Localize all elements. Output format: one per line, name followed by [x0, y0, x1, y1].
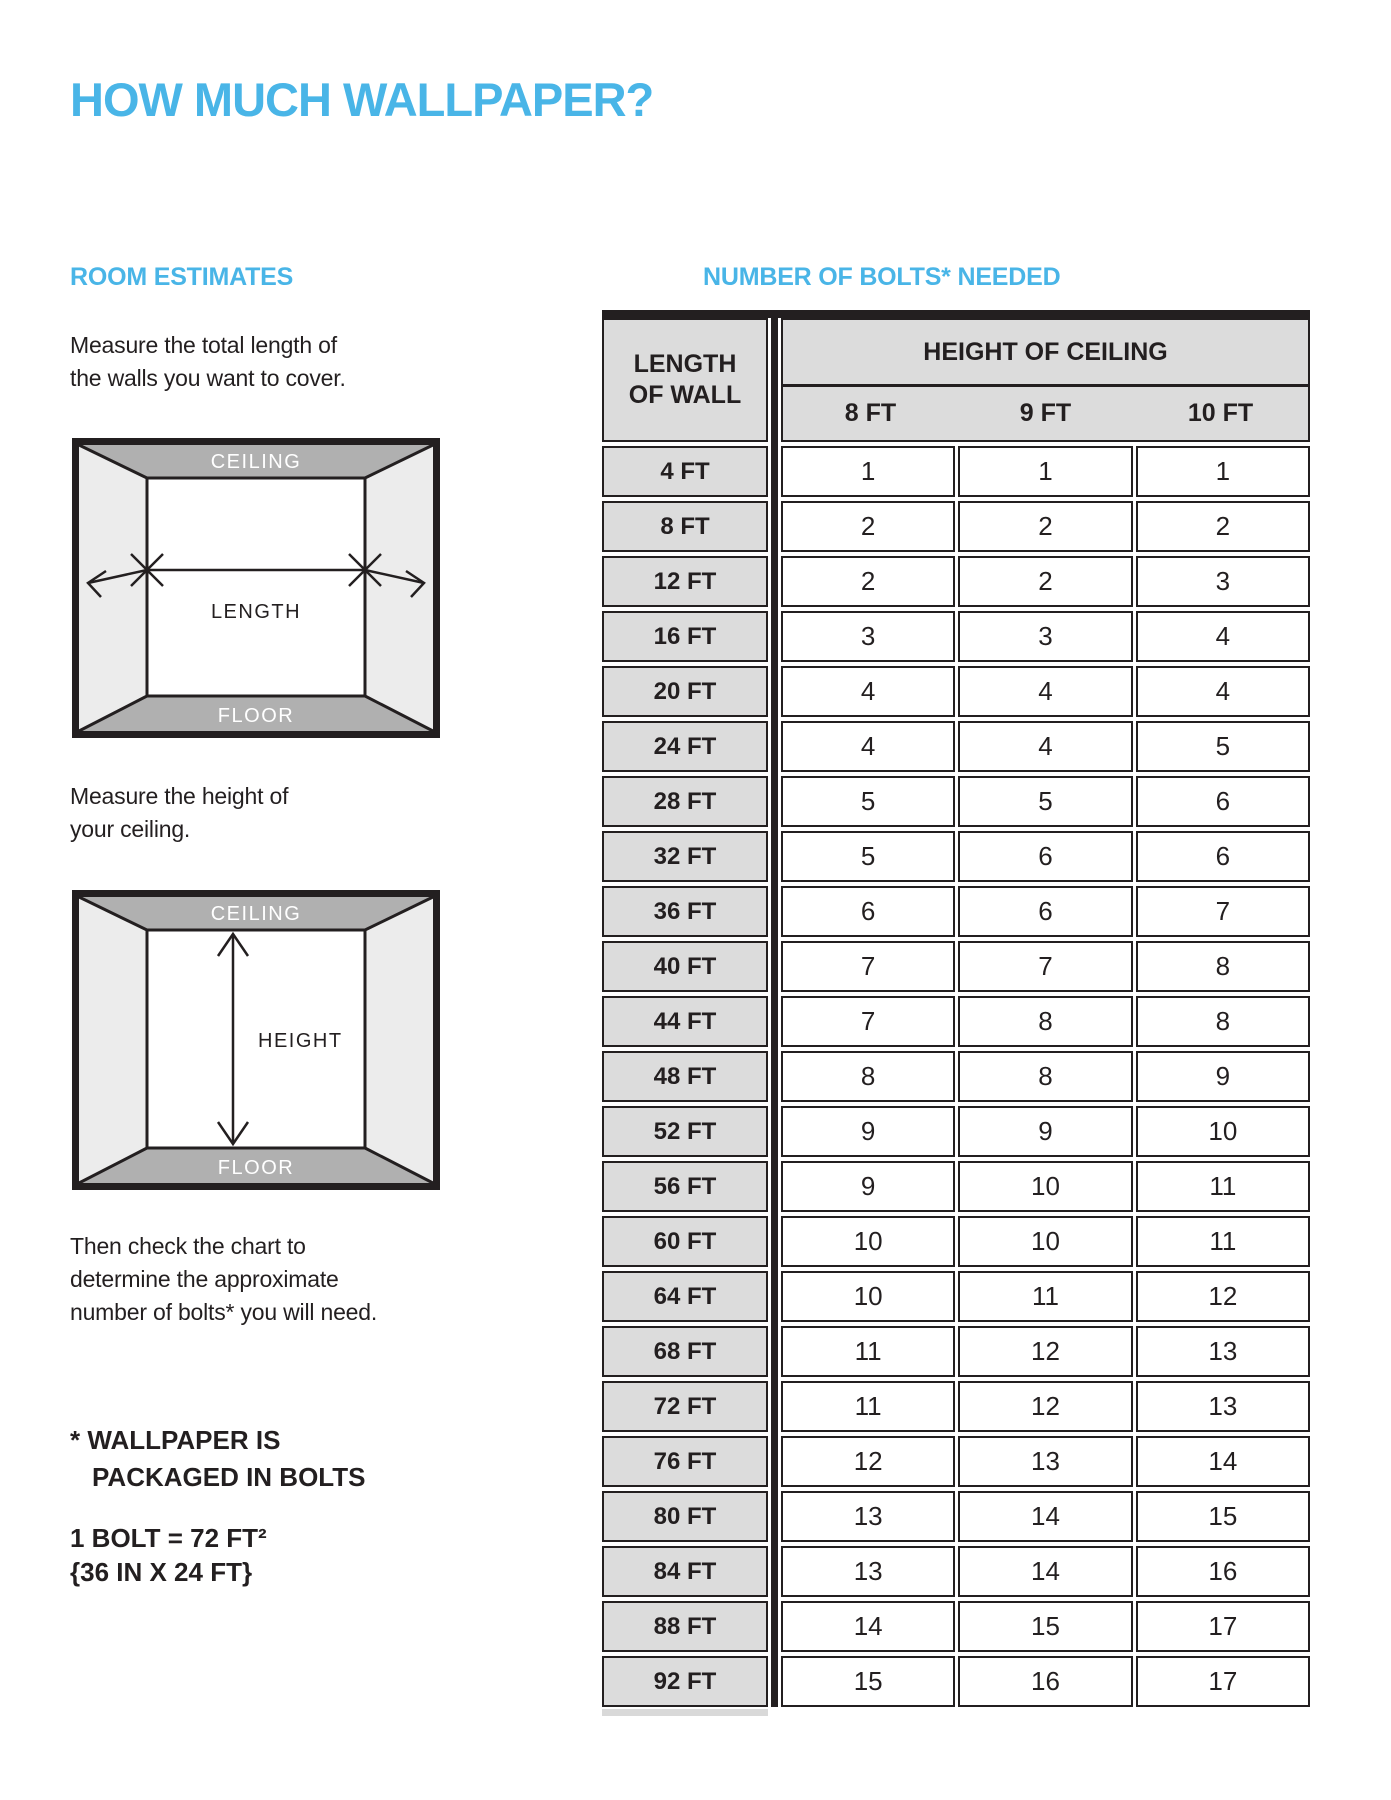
- bolt-count-cell: 2: [781, 556, 955, 607]
- bolt-count-cell: 3: [781, 611, 955, 662]
- wall-length-row-label: 48 FT: [602, 1051, 768, 1102]
- bolt-count-cell: 2: [958, 501, 1132, 552]
- wall-length-row-label: 84 FT: [602, 1546, 768, 1597]
- bolt-count-cell: 5: [781, 831, 955, 882]
- bolts-grid: [602, 318, 1310, 1707]
- bolt-count-cell: 1: [781, 446, 955, 497]
- bolt-count-cell: 15: [958, 1601, 1132, 1652]
- left-wall-face: [79, 445, 147, 731]
- bolt-count-cell: 12: [781, 1436, 955, 1487]
- bolt-count-cell: 7: [1136, 886, 1310, 937]
- ceiling-label: CEILING: [210, 903, 302, 925]
- right-wall-face: [365, 897, 433, 1183]
- bolt-count-cell: 6: [958, 831, 1132, 882]
- wall-length-row-label: 92 FT: [602, 1656, 768, 1707]
- bolt-count-cell: 9: [781, 1161, 955, 1212]
- bolt-count-cell: 8: [1136, 996, 1310, 1047]
- wall-length-row-label: 52 FT: [602, 1106, 768, 1157]
- bolt-count-cell: 8: [1136, 941, 1310, 992]
- bolt-count-cell: 10: [1136, 1106, 1310, 1157]
- paragraph-line: your ceiling.: [70, 816, 191, 842]
- bolt-count-cell: 12: [958, 1326, 1132, 1377]
- bolt-count-cell: 9: [781, 1106, 955, 1157]
- bolt-count-cell: 12: [1136, 1271, 1310, 1322]
- room-length-diagram: [72, 438, 440, 738]
- column-header-8ft: 8 FT: [844, 399, 897, 427]
- room-estimates-heading: ROOM ESTIMATES: [70, 263, 294, 291]
- wall-length-row-label: 72 FT: [602, 1381, 768, 1432]
- height-of-ceiling-header: HEIGHT OF CEILING: [783, 320, 1308, 387]
- bolt-count-cell: 4: [781, 666, 955, 717]
- wall-length-row-label: 28 FT: [602, 776, 768, 827]
- paragraph-line: Measure the height of: [70, 783, 289, 809]
- bolt-count-cell: 4: [1136, 611, 1310, 662]
- bolt-count-cell: 4: [1136, 666, 1310, 717]
- bolt-count-cell: 6: [781, 886, 955, 937]
- column-group-header-cell: [781, 318, 1310, 442]
- bolt-count-cell: 2: [1136, 501, 1310, 552]
- bolt-count-cell: 10: [958, 1161, 1132, 1212]
- bolt-count-cell: 1: [958, 446, 1132, 497]
- bolt-count-cell: 7: [781, 941, 955, 992]
- wall-length-row-label: 12 FT: [602, 556, 768, 607]
- column-header-10ft: 10 FT: [1187, 399, 1254, 427]
- bolt-count-cell: 13: [1136, 1326, 1310, 1377]
- wall-length-row-label: 24 FT: [602, 721, 768, 772]
- bolt-count-cell: 11: [1136, 1161, 1310, 1212]
- paragraph-line: Measure the total length of: [70, 332, 337, 358]
- bolt-count-cell: 5: [1136, 721, 1310, 772]
- paragraph-line: the walls you want to cover.: [70, 365, 346, 391]
- bolt-count-cell: 16: [958, 1656, 1132, 1707]
- check-chart-paragraph: [70, 1230, 377, 1329]
- measure-height-paragraph: [70, 780, 288, 846]
- bolt-count-cell: 17: [1136, 1656, 1310, 1707]
- wall-length-row-label: 56 FT: [602, 1161, 768, 1212]
- bolt-count-cell: 12: [958, 1381, 1132, 1432]
- bolt-count-cell: 9: [958, 1106, 1132, 1157]
- room-height-diagram: [72, 890, 440, 1190]
- bolt-count-cell: 1: [1136, 446, 1310, 497]
- bolt-count-cell: 10: [781, 1271, 955, 1322]
- wall-length-row-label: 20 FT: [602, 666, 768, 717]
- bolt-count-cell: 11: [1136, 1216, 1310, 1267]
- left-wall-face: [79, 897, 147, 1183]
- bolt-count-cell: 11: [781, 1381, 955, 1432]
- bolt-count-cell: 13: [1136, 1381, 1310, 1432]
- wall-length-row-label: 76 FT: [602, 1436, 768, 1487]
- wall-length-row-label: 44 FT: [602, 996, 768, 1047]
- ceiling-label: CEILING: [210, 451, 302, 473]
- wallpaper-bolts-footnote: [70, 1422, 365, 1496]
- page-title: HOW MUCH WALLPAPER?: [70, 73, 654, 126]
- paragraph-line: determine the approximate: [70, 1266, 339, 1292]
- bolt-count-cell: 10: [781, 1216, 955, 1267]
- bolt-count-cell: 15: [1136, 1491, 1310, 1542]
- wall-length-row-label: 16 FT: [602, 611, 768, 662]
- bolt-dimensions: {36 IN X 24 FT}: [70, 1557, 253, 1587]
- table-vertical-divider: [771, 318, 778, 1707]
- bolt-count-cell: 8: [958, 996, 1132, 1047]
- wall-length-row-label: 32 FT: [602, 831, 768, 882]
- bolt-count-cell: 17: [1136, 1601, 1310, 1652]
- bolt-count-cell: 6: [1136, 776, 1310, 827]
- bolt-count-cell: 2: [781, 501, 955, 552]
- wall-length-row-label: 4 FT: [602, 446, 768, 497]
- footnote-line: PACKAGED IN BOLTS: [92, 1462, 366, 1492]
- bolt-count-cell: 14: [958, 1491, 1132, 1542]
- wall-length-row-label: 88 FT: [602, 1601, 768, 1652]
- wall-length-row-label: 64 FT: [602, 1271, 768, 1322]
- bolt-count-cell: 3: [958, 611, 1132, 662]
- bolts-needed-heading: NUMBER OF BOLTS* NEEDED: [703, 263, 1061, 291]
- back-wall: [147, 478, 365, 696]
- bolt-count-cell: 6: [958, 886, 1132, 937]
- footnote-line: * WALLPAPER IS: [70, 1425, 281, 1455]
- bolt-count-cell: 14: [1136, 1436, 1310, 1487]
- height-measure-label: HEIGHT: [258, 1030, 343, 1052]
- bolt-count-cell: 11: [781, 1326, 955, 1377]
- label-column-shadow: [602, 1709, 768, 1716]
- right-wall-face: [365, 445, 433, 731]
- floor-label: FLOOR: [217, 1157, 295, 1179]
- bolt-count-cell: 6: [1136, 831, 1310, 882]
- bolt-equation: 1 BOLT = 72 FT²: [70, 1523, 267, 1553]
- bolt-count-cell: 3: [1136, 556, 1310, 607]
- bolt-count-cell: 15: [781, 1656, 955, 1707]
- bolt-count-cell: 13: [958, 1436, 1132, 1487]
- paragraph-line: number of bolts* you will need.: [70, 1299, 378, 1325]
- ceiling-height-columns: [783, 387, 1308, 440]
- bolt-count-cell: 7: [781, 996, 955, 1047]
- bolt-count-cell: 16: [1136, 1546, 1310, 1597]
- measure-length-paragraph: [70, 329, 346, 395]
- bolt-count-cell: 5: [958, 776, 1132, 827]
- bolt-count-cell: 2: [958, 556, 1132, 607]
- length-measure-label: LENGTH: [210, 601, 302, 623]
- bolt-count-cell: 13: [781, 1491, 955, 1542]
- bolt-count-cell: 10: [958, 1216, 1132, 1267]
- bolt-count-cell: 11: [958, 1271, 1132, 1322]
- paragraph-line: Then check the chart to: [70, 1233, 306, 1259]
- wall-length-row-label: 68 FT: [602, 1326, 768, 1377]
- bolt-count-cell: 5: [781, 776, 955, 827]
- bolt-count-cell: 8: [958, 1051, 1132, 1102]
- bolt-count-cell: 14: [781, 1601, 955, 1652]
- wall-length-row-label: 36 FT: [602, 886, 768, 937]
- wall-length-row-label: 60 FT: [602, 1216, 768, 1267]
- table-top-border: [602, 310, 1310, 318]
- bolt-count-cell: 14: [958, 1546, 1132, 1597]
- bolt-count-cell: 13: [781, 1546, 955, 1597]
- bolt-count-cell: 4: [958, 666, 1132, 717]
- bolt-count-cell: 7: [958, 941, 1132, 992]
- bolt-count-cell: 8: [781, 1051, 955, 1102]
- bolts-table: [602, 310, 1310, 1707]
- floor-label: FLOOR: [217, 705, 295, 727]
- wall-length-row-label: 80 FT: [602, 1491, 768, 1542]
- wall-length-row-label: 40 FT: [602, 941, 768, 992]
- bolt-count-cell: 4: [781, 721, 955, 772]
- bolt-count-cell: 4: [958, 721, 1132, 772]
- row-group-header: LENGTH OF WALL: [602, 318, 768, 442]
- wall-length-row-label: 8 FT: [602, 501, 768, 552]
- column-header-9ft: 9 FT: [1019, 399, 1072, 427]
- bolt-count-cell: 9: [1136, 1051, 1310, 1102]
